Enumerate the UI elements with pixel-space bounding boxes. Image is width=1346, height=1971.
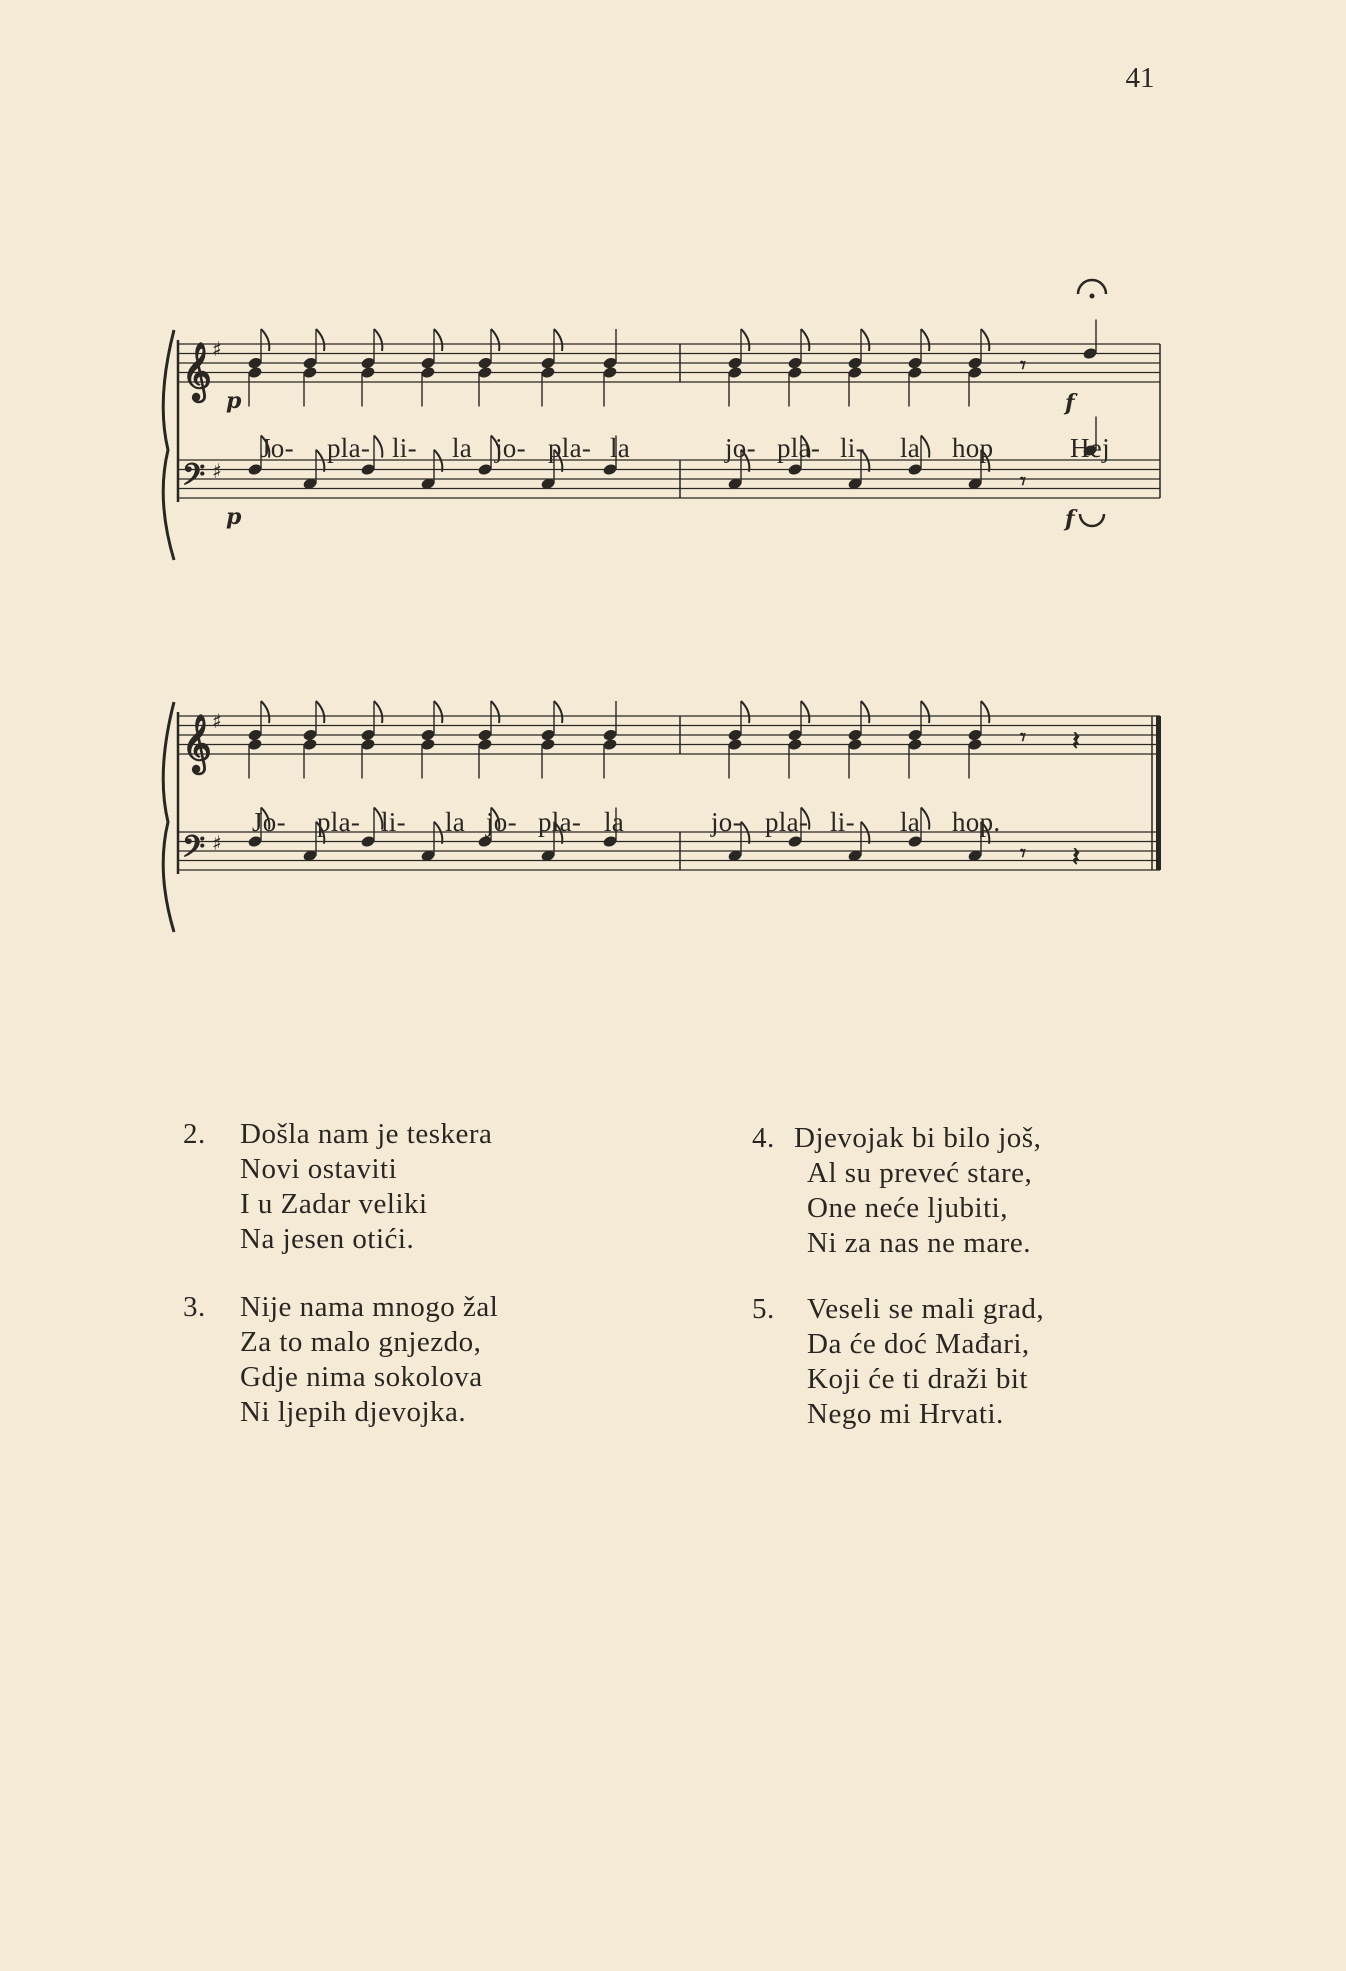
bass-clef: 𝄢 — [182, 457, 206, 500]
lyric-syllable: li- — [830, 807, 855, 837]
lyric-syllable: la — [610, 433, 631, 463]
lyric-syllable: li- — [392, 433, 417, 463]
verse-line: Ni ljepih djevojka. — [240, 1396, 467, 1428]
verse-line: Došla nam je teskera — [240, 1118, 493, 1150]
lyric-syllable: li- — [381, 807, 406, 837]
verse-4 — [752, 1121, 1152, 1271]
key-signature: ♯ — [212, 709, 222, 733]
verse-3 — [183, 1290, 583, 1440]
verse-line: Veseli se mali grad, — [807, 1293, 1045, 1325]
key-signature: ♯ — [212, 459, 222, 483]
verse-line: Za to malo gnjezdo, — [240, 1326, 482, 1358]
lyric-syllable: pla- — [765, 807, 809, 837]
lyric-syllable: hop — [952, 433, 994, 463]
treble-clef: 𝄞 — [182, 341, 212, 400]
lyric-syllable: pla- — [327, 433, 371, 463]
verse-2 — [183, 1117, 583, 1267]
lyric-syllable: pla- — [317, 807, 361, 837]
lyric-syllable: la — [445, 807, 466, 837]
eighth-rest: 𝄾 — [1020, 352, 1026, 379]
lyric-syllable: Hej — [1070, 433, 1110, 463]
lyric-syllable: la — [452, 433, 473, 463]
eighth-rest: 𝄾 — [1020, 724, 1026, 751]
lyric-syllable: pla- — [548, 433, 592, 463]
bass-clef: 𝄢 — [182, 829, 206, 872]
verse-line: Da će doć Mađari, — [807, 1328, 1030, 1360]
treble-clef: 𝄞 — [182, 713, 212, 772]
verse-line: One neće ljubiti, — [807, 1192, 1008, 1224]
lyric-syllable: jo- — [725, 433, 756, 463]
verse-line: Nego mi Hrvati. — [807, 1398, 1004, 1430]
dynamic-marking: p — [226, 504, 242, 530]
lyric-syllable: jo- — [495, 433, 526, 463]
verse-line: I u Zadar veliki — [240, 1188, 428, 1220]
lyric-syllable: Jo- — [260, 433, 294, 463]
eighth-rest: 𝄾 — [1020, 468, 1026, 495]
verse-line: Novi ostaviti — [240, 1153, 398, 1185]
lyric-syllable: pla- — [538, 807, 582, 837]
eighth-rest: 𝄾 — [1020, 840, 1026, 867]
lyric-syllable: la — [604, 807, 625, 837]
verse-line: Nije nama mnogo žal — [240, 1291, 499, 1323]
lyric-syllable: jo- — [711, 807, 742, 837]
lyric-syllable: pla- — [777, 433, 821, 463]
dynamic-marking: f — [1065, 506, 1075, 532]
dynamic-marking: p — [226, 388, 242, 414]
verse-number: 5. — [752, 1293, 775, 1325]
lyric-syllable: hop. — [952, 807, 1001, 837]
lyric-syllable: jo- — [486, 807, 517, 837]
verse-5 — [752, 1292, 1152, 1442]
dynamic-marking: f — [1065, 390, 1075, 416]
verse-line: Ni za nas ne mare. — [807, 1227, 1031, 1259]
verse-line: Djevojak bi bilo još, — [794, 1122, 1042, 1154]
quarter-rest: 𝄽 — [1072, 842, 1080, 873]
verse-line: Gdje nima sokolova — [240, 1361, 483, 1393]
verse-line: Na jesen otići. — [240, 1223, 415, 1255]
verse-number: 4. — [752, 1122, 775, 1154]
quarter-rest: 𝄽 — [1072, 726, 1080, 757]
verse-number: 2. — [183, 1118, 206, 1150]
verse-number: 3. — [183, 1291, 206, 1323]
lyric-syllable: li- — [840, 433, 865, 463]
lyric-syllable: la — [900, 433, 921, 463]
lyric-syllable: Jo- — [252, 807, 286, 837]
verse-line: Koji će ti draži bit — [807, 1363, 1028, 1395]
key-signature: ♯ — [212, 337, 222, 361]
lyric-syllable: la — [900, 807, 921, 837]
page-number: 41 — [1125, 62, 1155, 94]
key-signature: ♯ — [212, 831, 222, 855]
verse-line: Al su preveć stare, — [807, 1157, 1033, 1189]
